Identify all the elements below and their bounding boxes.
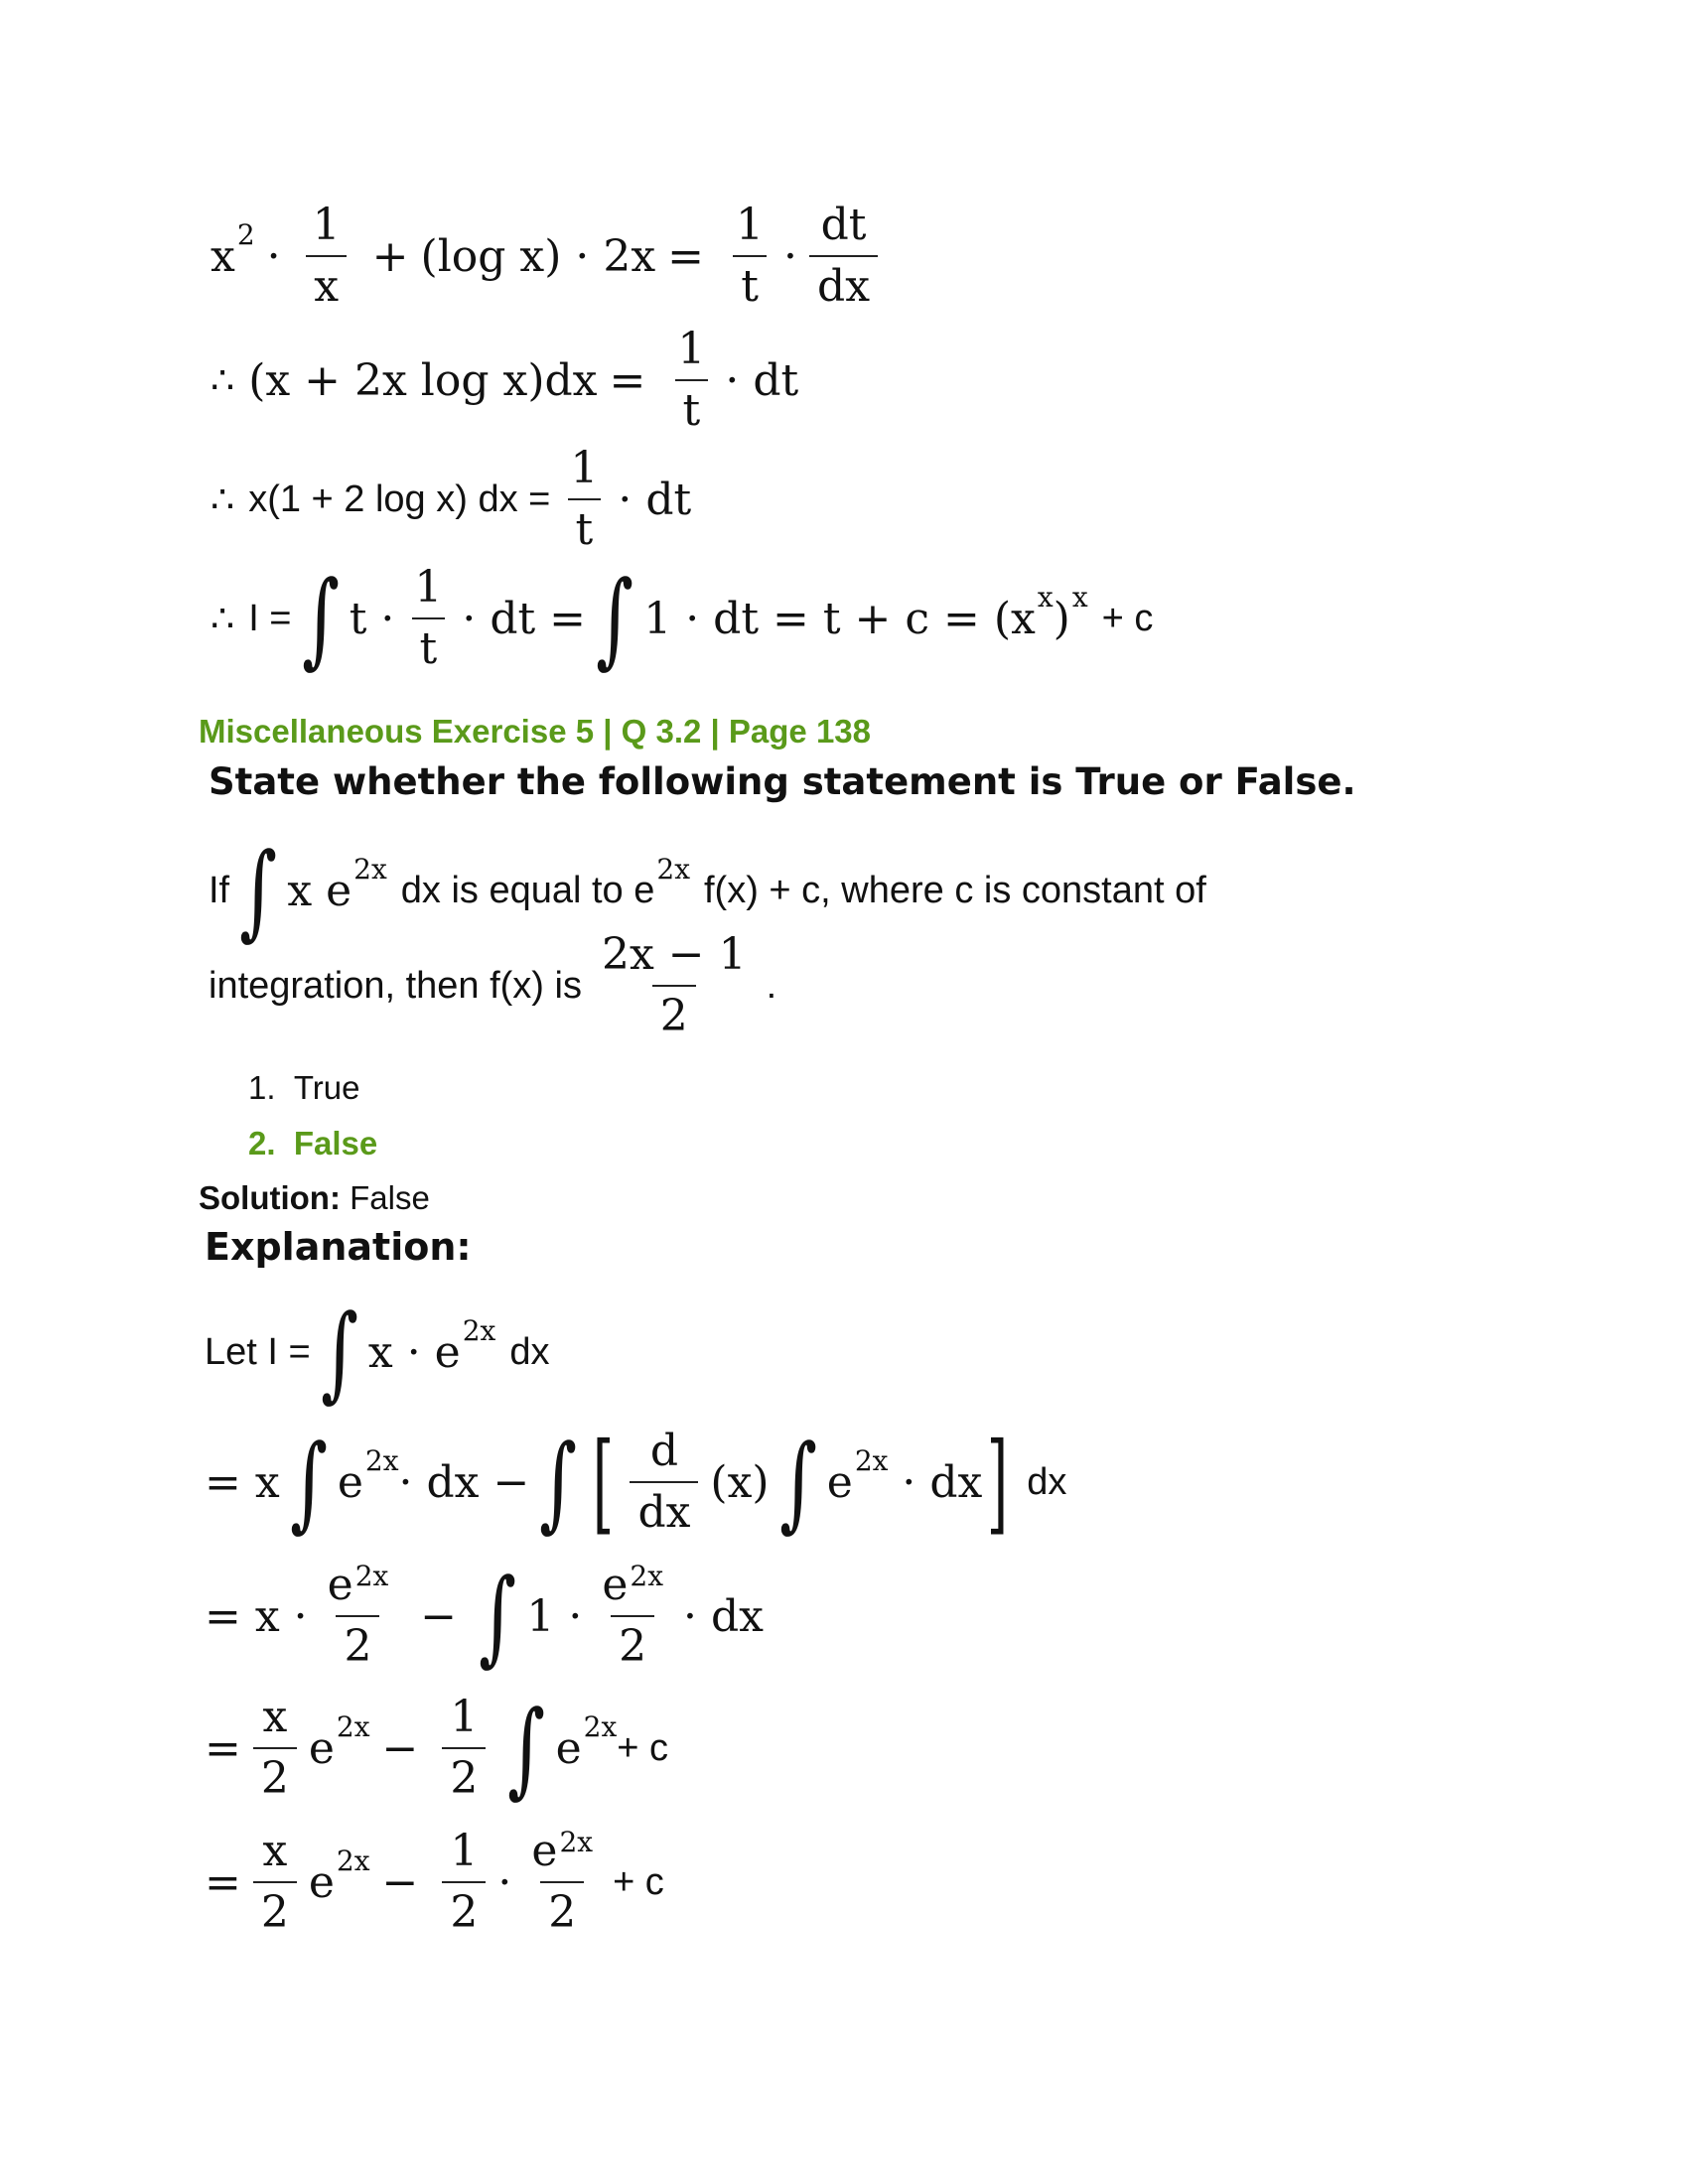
integral-sign: ∫	[301, 558, 340, 679]
integral-sign: ∫	[778, 1422, 817, 1543]
math-op: =	[667, 230, 705, 282]
explanation-line-3: = x · $\frac{e^{2x}}{2}$ − ∫ 1 · $\frac{e^{2x}}{2}$ · dx	[205, 1556, 764, 1677]
solution-label: Solution:	[199, 1179, 341, 1216]
fraction: $\frac{1}{t}$	[406, 566, 450, 671]
math-term: x(1 + 2 log x) dx =	[248, 478, 551, 520]
math-term: x	[211, 230, 235, 282]
math-term: · dt	[618, 474, 692, 525]
math-op: =	[609, 354, 646, 406]
left-bracket: [	[592, 1419, 614, 1546]
math-term: (log x) · 2x	[420, 230, 656, 282]
explanation-line-5: = $\frac{x}{2}$ e 2x − $\frac{1}{2}$ · $\frac{e^{2x}}{2}$ + c	[205, 1826, 664, 1938]
fraction: $\frac{d}{dx}$	[630, 1430, 698, 1535]
math-term: (x + 2x log x)dx	[248, 354, 598, 406]
fraction: $\frac{dt}{dx}$	[809, 204, 878, 309]
math-term: + c	[1101, 597, 1154, 639]
fraction: $\frac{x}{2}$	[253, 1696, 297, 1801]
integral-sign: ∫	[507, 1688, 546, 1809]
integral-sign: ∫	[479, 1556, 517, 1677]
math-term: I =	[248, 597, 292, 639]
question-title: State whether the following statement is True or False.	[209, 760, 1356, 803]
integral-sign: ∫	[320, 1292, 358, 1413]
explanation-line-4: = $\frac{x}{2}$ e 2x − $\frac{1}{2}$ ∫ e 2x + c	[205, 1688, 668, 1809]
right-bracket: ]	[987, 1419, 1009, 1546]
explanation-title: Explanation:	[205, 1225, 472, 1269]
fraction: $\frac{x}{2}$	[253, 1830, 297, 1935]
math-op: +	[371, 230, 409, 282]
integral-sign: ∫	[596, 558, 634, 679]
fraction: $\frac{1}{x}$	[305, 204, 349, 309]
fraction: $\frac{1}{2}$	[442, 1830, 486, 1935]
fraction: $\frac{1}{t}$	[562, 447, 606, 552]
exercise-heading: Miscellaneous Exercise 5 | Q 3.2 | Page 138	[199, 713, 872, 750]
fraction: $\frac{1}{2}$	[442, 1696, 486, 1801]
math-term: 1 · dt = t + c = (x	[643, 593, 1036, 644]
integral-sign: ∫	[239, 830, 278, 951]
math-sup: 2	[236, 217, 255, 251]
explanation-line-2: = x ∫ e 2x · dx − ∫ [ $\frac{d}{dx}$ (x) ∫ e 2x · dx ] dx	[205, 1419, 1067, 1546]
statement-line-1: If ∫ x e 2x dx is equal to e 2x f(x) + c, where c is constant of	[209, 830, 1206, 951]
math-op: ·	[266, 230, 281, 282]
fraction: $\frac{1}{t}$	[669, 328, 713, 433]
integral-sign: ∫	[539, 1422, 578, 1543]
derivation-line-1	[211, 200, 890, 312]
therefore-symbol: ∴	[211, 598, 235, 640]
integral-sign: ∫	[289, 1422, 328, 1543]
math-term: t ·	[349, 593, 395, 644]
option-true[interactable]: 1. True	[248, 1069, 360, 1106]
fraction: $\frac{e^{2x}}{2}$	[602, 1560, 663, 1672]
derivation-line-4: ∴ I = ∫ t · $\frac{1}{t}$ · dt = ∫ 1 · dt = t + c = (x x ) x + c	[211, 558, 1154, 679]
math-op: ·	[783, 230, 798, 282]
solution-line	[199, 1179, 430, 1217]
solution-value: False	[350, 1179, 430, 1216]
derivation-line-2	[211, 324, 799, 436]
therefore-symbol: ∴	[211, 478, 235, 521]
fraction: $\frac{e^{2x}}{2}$	[531, 1826, 594, 1938]
math-term: · dt	[725, 354, 799, 406]
explanation-line-1: Let I = ∫ x · e 2x dx	[205, 1292, 550, 1413]
derivation-line-3	[211, 443, 692, 555]
statement-line-2: integration, then f(x) is $\frac{2x - 1}{2}$ .	[209, 929, 777, 1041]
fraction: $\frac{e^{2x}}{2}$	[327, 1560, 389, 1672]
fraction: $\frac{2x - 1}{2}$	[601, 929, 747, 1041]
fraction: $\frac{1}{t}$	[728, 204, 772, 309]
therefore-symbol: ∴	[211, 359, 235, 402]
option-false[interactable]: 2. False	[248, 1125, 378, 1161]
math-term: · dt =	[462, 593, 587, 644]
